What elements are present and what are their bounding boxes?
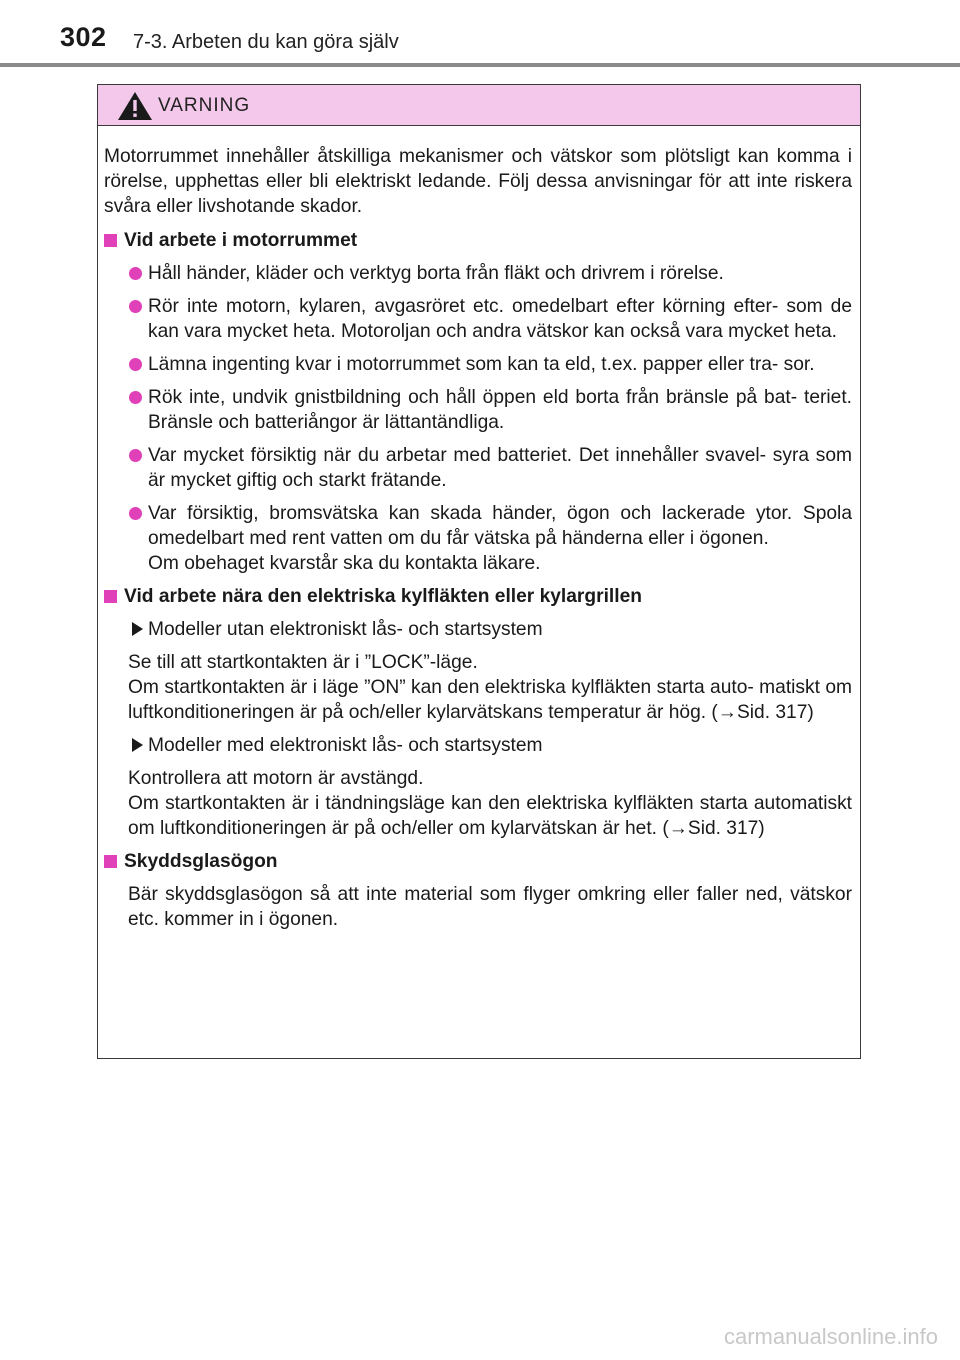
triangle-arrow-icon — [132, 622, 143, 636]
circle-bullet-icon — [129, 300, 142, 313]
circle-bullet-icon — [129, 449, 142, 462]
page-header — [0, 0, 960, 70]
warning-intro: Motorrummet innehåller åtskilliga mekanismer och vätskor som plötsligt kan komma i rörelse, upphettas eller bli elektriskt ledande. Följ dessa anvisningar för att inte riskera svåra eller livshotande skador. — [104, 146, 852, 217]
circle-bullet-icon — [129, 507, 142, 520]
model-heading: Modeller med elektroniskt lås- och startsystem — [104, 733, 852, 758]
warning-header — [98, 85, 860, 126]
section-heading-engine: Vid arbete i motorrummet — [104, 228, 852, 253]
header-divider — [0, 63, 960, 67]
model-heading: Modeller utan elektroniskt lås- och startsystem — [104, 617, 852, 642]
page-number: 302 — [60, 22, 107, 52]
circle-bullet-icon — [129, 267, 142, 280]
paragraph: Se till att startkontakten är i ”LOCK”-läge. Om startkontakten är i läge ”ON” kan den elektriska kylfläkten starta auto- matiskt om luftkonditioneringen är på och/eller kylarvätskans temperatur är hög. (→Sid. 317) — [128, 652, 852, 723]
paragraph: Kontrollera att motorn är avstängd. Om startkontakten är i tändningsläge kan den elektriska kylfläkten starta automatiskt om luftkonditioneringen är på och/eller om kylarvätskan är het. (→Sid. 317) — [128, 768, 852, 839]
list-item: Lämna ingenting kvar i motorrummet som kan ta eld, t.ex. papper eller tra- sor. — [104, 352, 852, 377]
square-bullet-icon — [104, 855, 117, 868]
section-heading-fan: Vid arbete nära den elektriska kylfläkten eller kylargrillen — [104, 584, 852, 609]
circle-bullet-icon — [129, 358, 142, 371]
paragraph: Bär skyddsglasögon så att inte material som flyger omkring eller faller ned, vätskor etc. kommer in i ögonen. — [128, 884, 852, 930]
square-bullet-icon — [104, 234, 117, 247]
list-item: Rök inte, undvik gnistbildning och håll öppen eld borta från bränsle på bat- teriet. Bränsle och batteriångor är lättantändliga. — [104, 385, 852, 435]
list-item: Var försiktig, bromsvätska kan skada händer, ögon och lackerade ytor. Spola omedelbart med rent vatten om du får vätska på händerna eller i ögonen. Om obehaget kvarstår ska du kontakta läkare. — [104, 501, 852, 576]
warning-triangle-icon — [117, 91, 153, 121]
list-item: Var mycket försiktig när du arbetar med batteriet. Det innehåller svavel- syra som är mycket giftig och starkt frätande. — [104, 443, 852, 493]
warning-body — [98, 126, 860, 932]
warning-label: VARNING — [158, 95, 251, 116]
square-bullet-icon — [104, 590, 117, 603]
warning-box — [97, 84, 861, 1059]
watermark: carmanualsonline.info — [723, 1324, 938, 1349]
triangle-arrow-icon — [132, 738, 143, 752]
circle-bullet-icon — [129, 391, 142, 404]
list-item: Rör inte motorn, kylaren, avgasröret etc. omedelbart efter körning efter- som de kan vara mycket heta. Motoroljan och andra vätskor kan också vara mycket heta. — [104, 294, 852, 344]
list-item: Håll händer, kläder och verktyg borta från fläkt och drivrem i rörelse. — [104, 261, 852, 286]
section-heading-goggles: Skyddsglasögon — [104, 849, 852, 874]
section-title: 7-3. Arbeten du kan göra själv — [133, 31, 399, 53]
